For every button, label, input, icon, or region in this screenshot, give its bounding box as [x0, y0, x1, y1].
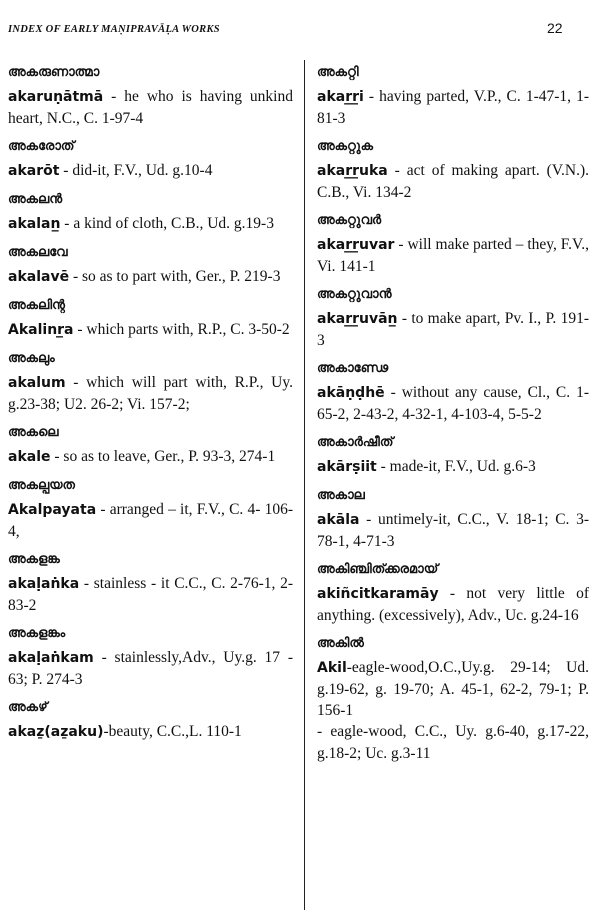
malayalam-headword: അകലൻ: [8, 192, 63, 207]
malayalam-headword: അകലിന്റ: [8, 298, 65, 313]
transliterated-term: akalavē: [8, 269, 70, 285]
entry-definition: - having parted, V.P., C. 1-47-1, 1-81-3: [317, 88, 589, 127]
malayalam-headword: അകരുണാത്മാ: [8, 65, 100, 80]
entry-gloss: [317, 721, 589, 764]
transliterated-term: akaẕ(aẕaku): [8, 724, 104, 740]
entry-gloss: [8, 573, 293, 616]
entry-gloss: [8, 213, 293, 235]
transliterated-term: akar̲r̲uka: [317, 163, 388, 179]
malayalam-headword: അകറ്റുവാൻ: [317, 287, 392, 302]
transliterated-term: akāṇḍhē: [317, 385, 385, 401]
entry-definition: - so as to leave, Ger., P. 93-3, 274-1: [50, 448, 276, 465]
entry-definition: - eagle-wood, C.C., Uy. g.6-40, g.17-22, g.18-2; Uc. g.3-11: [317, 723, 589, 762]
index-entry: [8, 424, 293, 468]
transliterated-term: akaḷaṅka: [8, 576, 80, 592]
transliterated-term: akārṣiit: [317, 459, 377, 475]
malayalam-headword: അകളങ്ക: [8, 552, 60, 567]
index-entry: [317, 360, 589, 425]
malayalam-headword: അകിഞ്ചിത്ക്കരമായ്: [317, 562, 439, 577]
malayalam-headword: അകലവേ: [8, 245, 68, 260]
entry-definition: - will make parted – they, F.V., Vi. 141-1: [317, 236, 589, 275]
index-entry: [317, 487, 589, 552]
entry-gloss: [317, 382, 589, 425]
index-entry: [317, 212, 589, 277]
malayalam-headword: അകരോത്: [8, 139, 75, 154]
entry-gloss: [8, 86, 293, 129]
entry-gloss: [317, 160, 589, 203]
malayalam-headword: അകാർഷീത്: [317, 435, 394, 450]
transliterated-term: akaḷaṅkam: [8, 650, 94, 666]
entry-definition: - untimely-it, C.C., V. 18-1; C. 3-78-1, 4-71-3: [317, 511, 589, 550]
entry-gloss: [8, 499, 293, 542]
entry-definition: -beauty, C.C.,L. 110-1: [103, 723, 242, 740]
entry-gloss: [8, 647, 293, 690]
index-entry: [8, 191, 293, 235]
index-entry: [8, 138, 293, 182]
entry-gloss: [8, 266, 293, 288]
entry-definition: - did-it, F.V., Ud. g.10-4: [59, 162, 213, 179]
column-divider: [304, 60, 305, 910]
transliterated-term: akale: [8, 449, 51, 465]
entry-definition: - made-it, F.V., Ud. g.6-3: [376, 458, 536, 475]
entry-gloss: [317, 86, 589, 129]
entry-gloss: [317, 509, 589, 552]
entry-gloss: [8, 160, 293, 182]
transliterated-term: Akil: [317, 660, 347, 676]
index-entry: [8, 64, 293, 129]
index-entry: [8, 297, 293, 341]
index-entry: [8, 244, 293, 288]
transliterated-term: akaruṇātmā: [8, 89, 104, 105]
transliterated-term: Akalinr̲a: [8, 322, 74, 338]
transliterated-term: akar̲r̲i: [317, 89, 364, 105]
malayalam-headword: അകറ്റി: [317, 65, 359, 80]
entry-gloss: [317, 657, 589, 721]
transliterated-term: akalum: [8, 375, 66, 391]
right-column: [317, 64, 589, 773]
malayalam-headword: അകറ്റുക: [317, 139, 373, 154]
entry-gloss: [317, 234, 589, 277]
entry-definition: - a kind of cloth, C.B., Ud. g.19-3: [60, 215, 274, 232]
malayalam-headword: അകലെ: [8, 425, 59, 440]
entry-definition: - arranged – it, F.V., C. 4- 106-4,: [8, 501, 293, 540]
running-header: INDEX OF EARLY MAṆIPRAVĀḶA WORKS: [8, 24, 220, 35]
index-entry: [317, 286, 589, 351]
entry-definition: - to make apart, Pv. I., P. 191-3: [317, 310, 589, 349]
transliterated-term: akarōt: [8, 163, 60, 179]
entry-gloss: [8, 372, 293, 415]
entry-gloss: [8, 721, 293, 743]
page-number: 22: [547, 20, 563, 36]
entry-gloss: [317, 583, 589, 626]
transliterated-term: akalan̲: [8, 216, 61, 232]
transliterated-term: akiñcitkaramāy: [317, 586, 439, 602]
entry-definition: - which will part with, R.P., Uy. g.23-38; U2. 26-2; Vi. 157-2;: [8, 374, 293, 413]
entry-definition: - act of making apart. (V.N.). C.B., Vi. 134-2: [317, 162, 589, 201]
entry-definition: - without any cause, Cl., C. 1-65-2, 2-43-2, 4-32-1, 4-103-4, 5-5-2: [317, 384, 589, 423]
entry-gloss: [317, 456, 589, 478]
transliterated-term: akar̲r̲uvān̲: [317, 311, 398, 327]
index-entry: [8, 350, 293, 415]
left-column: [8, 64, 293, 752]
entry-definition: -eagle-wood,O.C.,Uy.g. 29-14; Ud. g.19-62, g. 19-70; A. 45-1, 62-2, 79-1; P. 156-1: [317, 659, 589, 719]
index-entry: [8, 625, 293, 690]
entry-definition: - stainlessly,Adv., Uy.g. 17 - 63; P. 274-3: [8, 649, 293, 688]
transliterated-term: akāla: [317, 512, 360, 528]
transliterated-term: Akalpayata: [8, 502, 97, 518]
entry-gloss: [317, 308, 589, 351]
index-entry: [8, 551, 293, 616]
malayalam-headword: അകാണ്ഢേ: [317, 361, 389, 376]
index-entry: [8, 477, 293, 542]
index-entry: [317, 64, 589, 129]
entry-gloss: [8, 319, 293, 341]
entry-gloss: [8, 446, 293, 468]
malayalam-headword: അകറ്റുവർ: [317, 213, 382, 228]
entry-definition: - he who is having unkind heart, N.C., C. 1-97-4: [8, 88, 293, 127]
malayalam-headword: അകാല: [317, 488, 365, 503]
transliterated-term: akar̲r̲uvar: [317, 237, 395, 253]
entry-definition: - so as to part with, Ger., P. 219-3: [69, 268, 281, 285]
malayalam-headword: അകല്പയത: [8, 478, 75, 493]
index-entry: [317, 434, 589, 478]
index-entry: [8, 699, 293, 743]
index-entry: [317, 138, 589, 203]
index-entry: [317, 635, 589, 721]
index-entry-continuation: [317, 721, 589, 764]
malayalam-headword: അകലും: [8, 351, 55, 366]
malayalam-headword: അകളങ്കം: [8, 626, 66, 641]
index-entry: [317, 561, 589, 626]
malayalam-headword: അകഴ്: [8, 700, 48, 715]
malayalam-headword: അകിൽ: [317, 636, 364, 651]
entry-definition: - not very little of anything. (excessively), Adv., Uc. g.24-16: [317, 585, 589, 624]
entry-definition: - stainless - it C.C., C. 2-76-1, 2-83-2: [8, 575, 293, 614]
entry-definition: - which parts with, R.P., C. 3-50-2: [73, 321, 290, 338]
